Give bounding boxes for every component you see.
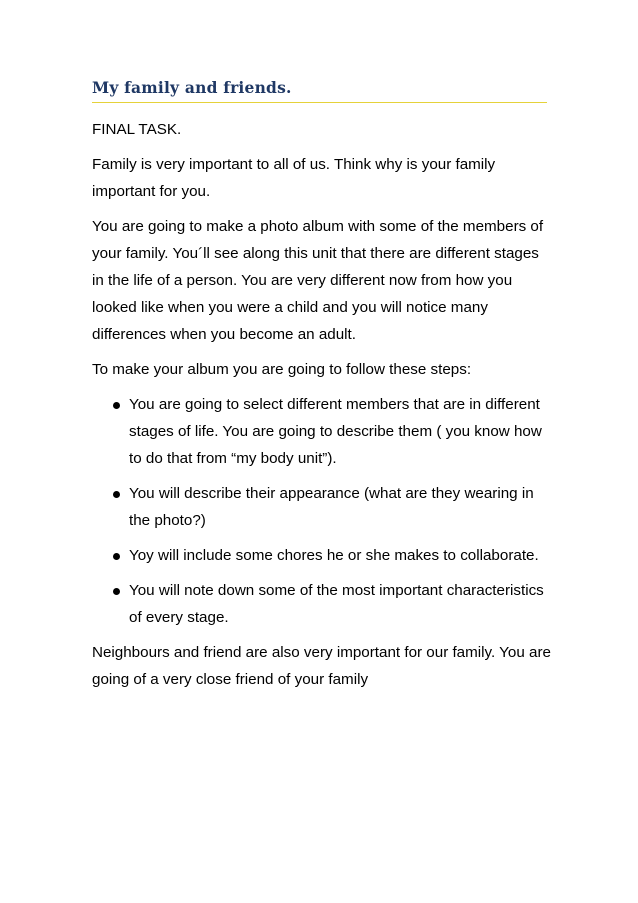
step-text: You are going to select different members that are in different stages of life. You are going to describe them ( you know how to do that from “my body unit”). xyxy=(129,396,542,467)
bullet-icon xyxy=(113,491,120,498)
step-item xyxy=(92,542,552,569)
bullet-icon xyxy=(113,553,120,560)
title-block xyxy=(92,76,547,103)
step-text: You will note down some of the most important characteristics of every stage. xyxy=(129,582,544,626)
steps-list xyxy=(92,391,552,631)
step-text: Yoy will include some chores he or she makes to collaborate. xyxy=(129,547,539,564)
paragraph-intro: Family is very important to all of us. Think why is your family important for you. xyxy=(92,156,496,200)
paragraph-steps-intro: To make your album you are going to follow these steps: xyxy=(92,361,472,378)
paragraph-closing: Neighbours and friend are also very important for our family. You are going of a very close friend of your family xyxy=(92,644,551,688)
document-body xyxy=(92,116,552,701)
bullet-icon xyxy=(113,402,120,409)
step-text: You will describe their appearance (what are they wearing in the photo?) xyxy=(129,485,534,529)
title-underline xyxy=(92,102,547,103)
bullet-icon xyxy=(113,588,120,595)
step-item xyxy=(92,577,552,631)
step-item xyxy=(92,391,552,472)
task-heading: FINAL TASK. xyxy=(92,121,182,138)
paragraph-album: You are going to make a photo album with some of the members of your family. You´ll see along this unit that there are different stages in the life of a person. You are very different now from how you looked like when you were a child and you will notice many differences when you become an adult. xyxy=(92,218,544,343)
document-title: My family and friends. xyxy=(92,78,292,97)
step-item xyxy=(92,480,552,534)
